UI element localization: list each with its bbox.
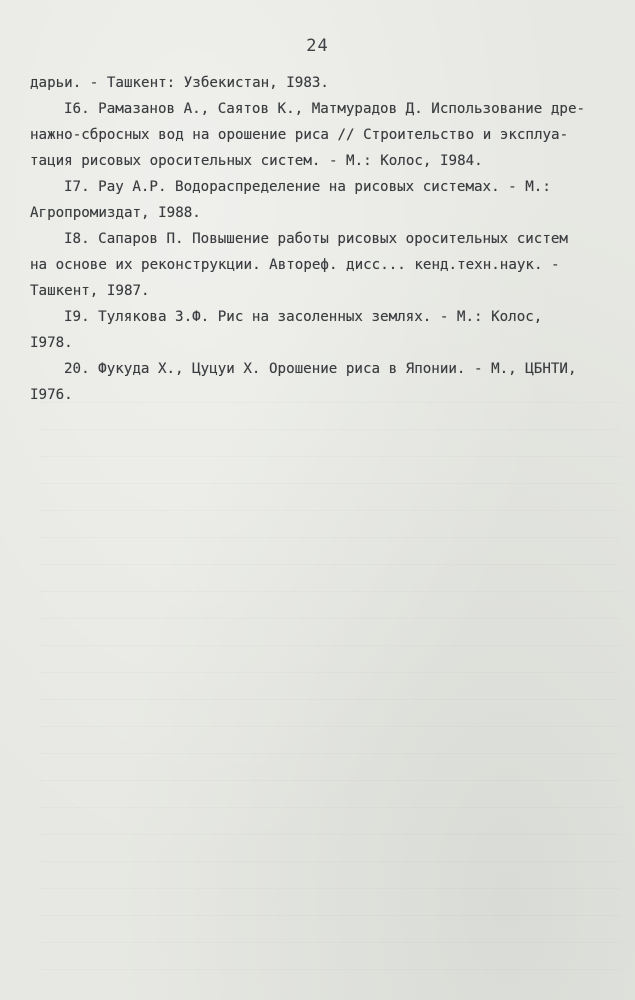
reference-line: I7. Рау А.Р. Водораспределение на рисовых системах. - М.: [64, 179, 551, 195]
bleed-line [40, 434, 620, 457]
bleed-line [40, 380, 620, 403]
reference-line: дарьи. - Ташкент: Узбекистан, I983. [30, 75, 329, 91]
bleed-through-texture [40, 380, 620, 974]
bleed-line [40, 677, 620, 700]
bleed-line [40, 920, 620, 943]
bleed-line [40, 839, 620, 862]
bleed-line [40, 569, 620, 592]
reference-line: I976. [30, 387, 73, 403]
page-number: 24 [306, 36, 329, 56]
reference-line: I6. Рамазанов А., Саятов К., Матмурадов Д. Использование дре- [64, 101, 586, 117]
bleed-line [40, 461, 620, 484]
bleed-line [40, 785, 620, 808]
reference-line: Агропромиздат, I988. [30, 205, 201, 221]
reference-line: I9. Тулякова З.Ф. Рис на засоленных землях. - М.: Колос, [64, 309, 543, 325]
reference-line: на основе их реконструкции. Автореф. дисс... кенд.техн.наук. - [30, 257, 560, 273]
bleed-line [40, 866, 620, 889]
bleed-line [40, 542, 620, 565]
bleed-line [40, 893, 620, 916]
bleed-line [40, 812, 620, 835]
bleed-line [40, 515, 620, 538]
bleed-line [40, 407, 620, 430]
reference-line: нажно-сбросных вод на орошение риса // Строительство и эксплуа- [30, 127, 569, 143]
bleed-line [40, 731, 620, 754]
bleed-line [40, 623, 620, 646]
bleed-line [40, 947, 620, 970]
reference-line: Ташкент, I987. [30, 283, 150, 299]
reference-line: I8. Сапаров П. Повышение работы рисовых оросительных систем [64, 231, 568, 247]
reference-line: 20. Фукуда Х., Цуцуи Х. Орошение риса в Японии. - М., ЦБНТИ, [64, 361, 577, 377]
reference-line: I978. [30, 335, 73, 351]
bleed-line [40, 758, 620, 781]
bleed-line [40, 596, 620, 619]
bleed-line [40, 488, 620, 511]
bleed-line [40, 704, 620, 727]
reference-line: тация рисовых оросительных систем. - М.: Колос, I984. [30, 153, 483, 169]
reference-list [30, 70, 620, 408]
bleed-line [40, 650, 620, 673]
